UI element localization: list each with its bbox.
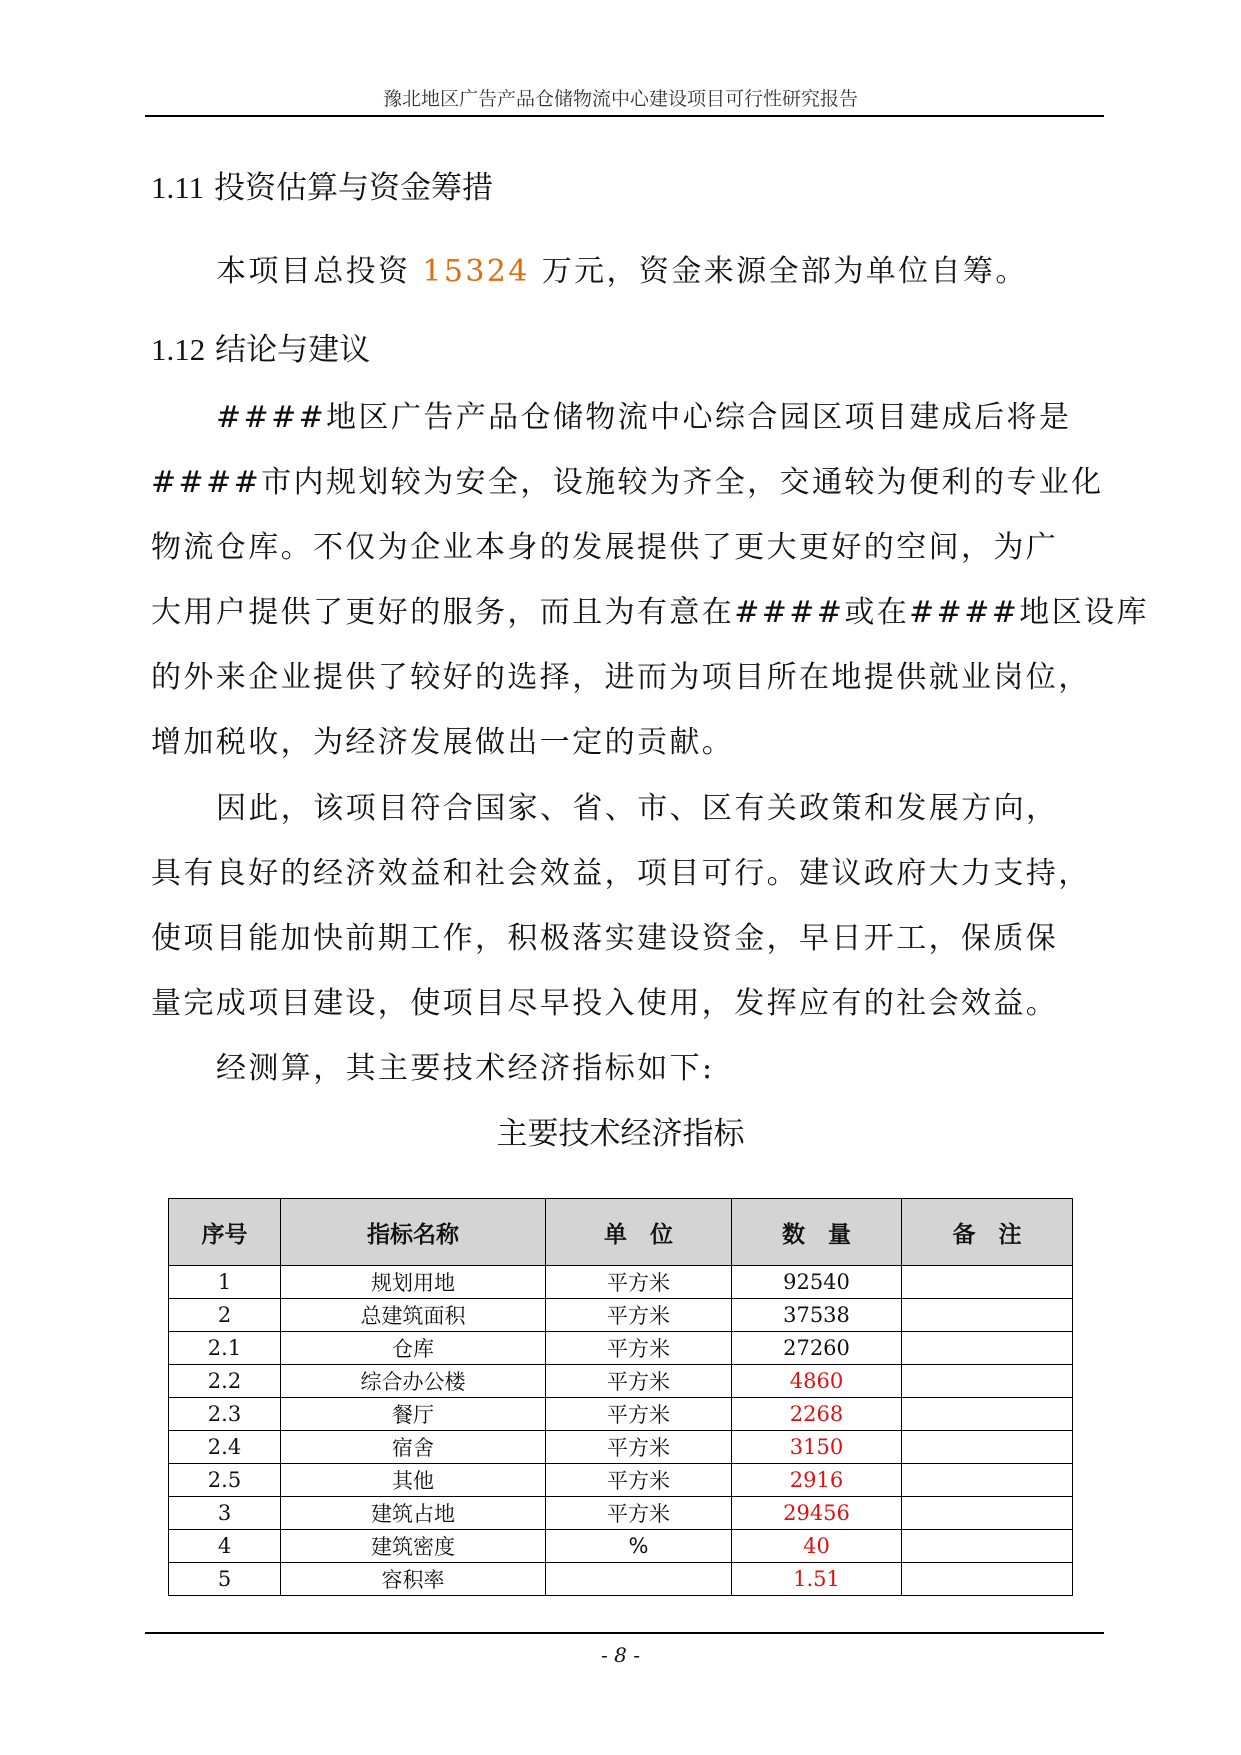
cell-name: 容积率 [281,1563,546,1596]
investment-text-post: 万元，资金来源全部为单位自筹。 [541,254,1028,289]
cell-note [902,1431,1073,1464]
cell-note [902,1464,1073,1497]
section-title: 投资估算与资金筹措 [213,170,493,206]
paragraph-2-line: 量完成项目建设，使项目尽早投入使用，发挥应有的社会效益。 [151,986,1059,1021]
cell-no: 2.2 [169,1365,281,1398]
table-header-row [169,1199,1073,1266]
cell-unit: 平方米 [546,1464,732,1497]
cell-qty: 2268 [732,1398,902,1431]
running-header-title: 豫北地区广告产品仓储物流中心建设项目可行性研究报告 [382,88,858,110]
table-row [169,1332,1073,1365]
cell-unit: 平方米 [546,1299,732,1332]
cell-name: 餐厅 [281,1398,546,1431]
paragraph-2-line: 使项目能加快前期工作，积极落实建设资金，早日开工，保质保 [151,921,1059,956]
section-number: 1.11 [151,170,205,205]
metrics-table [168,1198,1073,1596]
section-title: 结论与建议 [215,332,371,368]
table-row [169,1563,1073,1596]
cell-note [902,1563,1073,1596]
cell-qty: 40 [732,1530,902,1563]
paragraph-2-line: 具有良好的经济效益和社会效益，项目可行。建议政府大力支持， [151,856,1091,891]
cell-note [902,1299,1073,1332]
col-header-no: 序号 [169,1199,281,1266]
cell-note [902,1530,1073,1563]
cell-note [902,1266,1073,1299]
col-header-qty: 数 量 [732,1199,902,1266]
cell-unit: 平方米 [546,1497,732,1530]
table-row [169,1530,1073,1563]
cell-qty: 27260 [732,1332,902,1365]
cell-name: 建筑密度 [281,1530,546,1563]
paragraph-3: 经测算，其主要技术经济指标如下: [216,1051,715,1086]
paragraph-1-line: 大用户提供了更好的服务，而且为有意在####或在####地区设库 [151,595,1149,630]
cell-unit [546,1563,732,1596]
table-row [169,1431,1073,1464]
table-caption: 主要技术经济指标 [496,1116,745,1152]
cell-no: 2 [169,1299,281,1332]
investment-text-pre: 本项目总投资 [216,254,411,289]
investment-sentence [216,246,1028,290]
cell-name: 宿舍 [281,1431,546,1464]
cell-note [902,1497,1073,1530]
cell-name: 总建筑面积 [281,1299,546,1332]
col-header-unit: 单 位 [546,1199,732,1266]
paragraph-1-line: ####市内规划较为安全，设施较为齐全，交通较为便利的专业化 [151,465,1104,500]
paragraph-1-line: 物流仓库。不仅为企业本身的发展提供了更大更好的空间，为广 [151,530,1059,565]
page-number: - 8 - [601,1643,640,1667]
section-1-12-heading [151,324,370,369]
table-row [169,1266,1073,1299]
cell-unit: 平方米 [546,1365,732,1398]
cell-qty: 4860 [732,1365,902,1398]
paragraph-1-line: ####地区广告产品仓储物流中心综合园区项目建成后将是 [216,400,1072,435]
table-row [169,1398,1073,1431]
cell-no: 2.1 [169,1332,281,1365]
cell-name: 建筑占地 [281,1497,546,1530]
cell-unit: 平方米 [546,1431,732,1464]
col-header-note: 备 注 [902,1199,1073,1266]
header-rule [145,115,1104,117]
cell-note [902,1398,1073,1431]
cell-qty: 37538 [732,1299,902,1332]
cell-qty: 92540 [732,1266,902,1299]
table-row [169,1497,1073,1530]
cell-unit: 平方米 [546,1266,732,1299]
cell-qty: 29456 [732,1497,902,1530]
cell-no: 3 [169,1497,281,1530]
cell-no: 5 [169,1563,281,1596]
table-row [169,1299,1073,1332]
section-1-11-heading [151,162,493,207]
cell-name: 规划用地 [281,1266,546,1299]
paragraph-1-line: 增加税收，为经济发展做出一定的贡献。 [151,725,735,760]
cell-no: 2.3 [169,1398,281,1431]
table-body [169,1266,1073,1596]
cell-name: 综合办公楼 [281,1365,546,1398]
cell-name: 仓库 [281,1332,546,1365]
cell-unit: % [546,1530,732,1563]
section-number: 1.12 [151,332,206,367]
cell-qty: 1.51 [732,1563,902,1596]
cell-qty: 2916 [732,1464,902,1497]
cell-note [902,1332,1073,1365]
table-row [169,1365,1073,1398]
cell-no: 1 [169,1266,281,1299]
cell-unit: 平方米 [546,1398,732,1431]
paragraph-1-line: 的外来企业提供了较好的选择，进而为项目所在地提供就业岗位， [151,660,1091,695]
paragraph-2-line: 因此，该项目符合国家、省、市、区有关政策和发展方向， [216,791,1059,826]
col-header-name: 指标名称 [281,1199,546,1266]
cell-unit: 平方米 [546,1332,732,1365]
footer-rule [145,1632,1104,1634]
cell-no: 2.4 [169,1431,281,1464]
cell-no: 4 [169,1530,281,1563]
table-row [169,1464,1073,1497]
cell-no: 2.5 [169,1464,281,1497]
cell-name: 其他 [281,1464,546,1497]
cell-qty: 3150 [732,1431,902,1464]
cell-note [902,1365,1073,1398]
investment-amount: 15324 [422,254,530,289]
